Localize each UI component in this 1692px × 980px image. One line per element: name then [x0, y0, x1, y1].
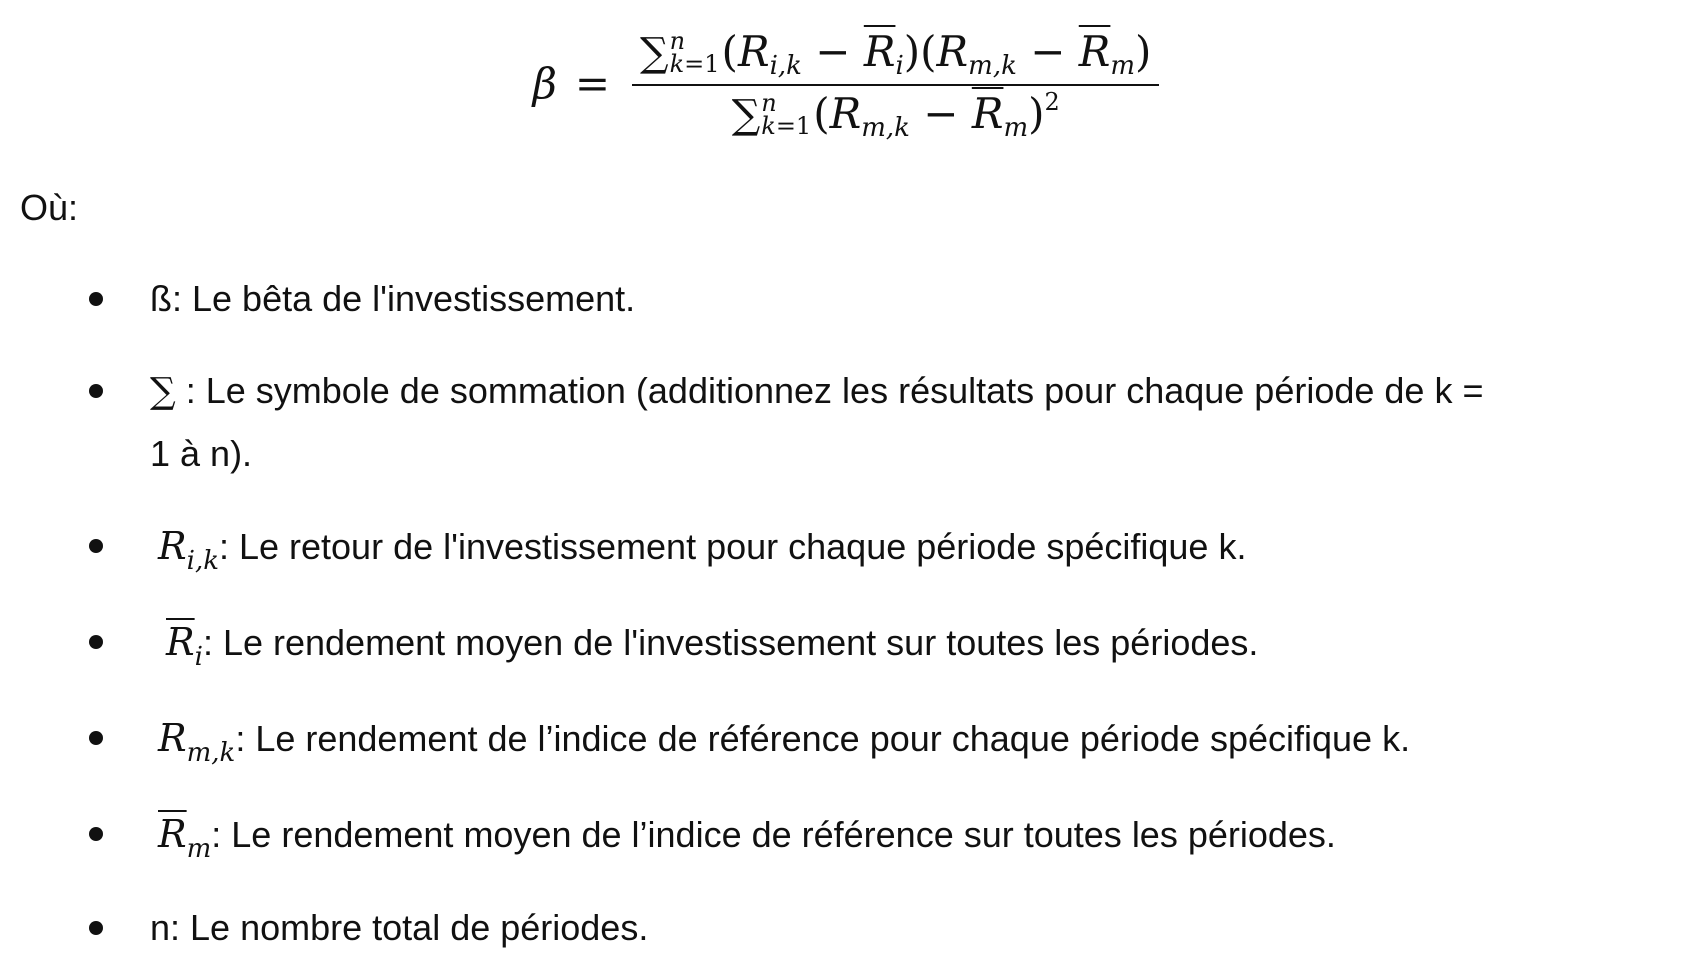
denominator-lower-limit [761, 111, 812, 140]
denominator-sum-symbol: ∑ [731, 91, 761, 138]
item-symbol: n [150, 907, 171, 948]
item-symbol [158, 812, 212, 864]
fraction-bar [632, 84, 1159, 86]
num-r-i-k: R [737, 27, 770, 76]
den-rbar-m-sub: m [1003, 112, 1029, 143]
equals-sign: = [574, 59, 611, 109]
bullet-dot [89, 827, 103, 841]
item-description: : Le nombre total de périodes. [170, 907, 649, 948]
item-symbol-sub: m [186, 834, 212, 864]
item-symbol-letter: R [158, 716, 187, 760]
num-f1-minus: − [801, 27, 864, 76]
item-text [150, 268, 1685, 330]
item-symbol: ∑ [150, 371, 176, 412]
bullet-dot [89, 292, 103, 306]
item-symbol-letter: $\overline{R}$ [158, 812, 187, 856]
num-rbar-m-sub: m [1110, 51, 1136, 81]
item-symbol [158, 716, 236, 768]
num-rbar-i-sub: i [895, 51, 904, 81]
numerator-lower-eq: =1 [684, 50, 720, 78]
numerator-sum-limits [669, 27, 720, 78]
den-r-m-k: R [829, 88, 862, 138]
item-description: : Le rendement moyen de l’indice de référence sur toutes les périodes. [211, 814, 1336, 855]
den-minus: − [909, 88, 972, 138]
denominator-sum-limits [761, 89, 812, 140]
item-text [150, 897, 1685, 959]
beta-formula [0, 27, 1692, 143]
num-f2-close: ) [1135, 27, 1152, 76]
item-text [158, 803, 1692, 866]
bullet-dot [89, 384, 103, 398]
item-symbol-sub: i [194, 642, 203, 672]
item-description-line-1: : Le symbole de sommation (additionnez les résultats pour chaque période de k = [175, 370, 1484, 411]
bullet-dot [89, 635, 103, 649]
item-symbol [158, 524, 219, 576]
formula-denominator [724, 87, 1068, 143]
den-power: 2 [1044, 87, 1060, 116]
num-rbar-i: $\overline{R}$ [863, 27, 896, 76]
denominator-upper-limit: n [761, 89, 777, 117]
item-symbol-sub: m,k [186, 738, 236, 768]
den-rbar-m: $\overline{R}$ [971, 88, 1004, 138]
den-open: ( [813, 88, 830, 138]
numerator-lower-limit [669, 50, 720, 78]
item-symbol-letter: $\overline{R}$ [166, 620, 195, 664]
bullet-dot [89, 731, 103, 745]
formula-lhs [533, 59, 610, 108]
num-f1-close: ) [903, 27, 921, 76]
num-r-m-k-sub: m,k [968, 51, 1017, 81]
num-f2-minus: − [1016, 27, 1079, 76]
den-close: ) [1028, 88, 1045, 138]
item-symbol-letter: R [158, 524, 187, 568]
bullet-dot [89, 921, 103, 935]
numerator-lower-var: k [669, 50, 685, 78]
item-text [150, 360, 1685, 485]
item-line-1 [150, 360, 1685, 423]
beta-symbol: β [532, 59, 557, 109]
num-f2-open: ( [920, 27, 937, 76]
item-symbol: ß [150, 278, 172, 319]
item-line-2: 1 à n). [150, 433, 253, 474]
item-description: : Le rendement moyen de l'investissement sur toutes les périodes. [202, 622, 1259, 663]
formula-numerator [632, 27, 1159, 81]
denominator-lower-eq: =1 [775, 111, 812, 140]
item-text [158, 707, 1692, 770]
num-rbar-m: $\overline{R}$ [1078, 27, 1111, 76]
item-symbol-sub: i,k [186, 546, 219, 576]
item-symbol [166, 620, 203, 672]
numerator-upper-limit: n [669, 27, 686, 56]
bullet-dot [89, 539, 103, 553]
formula-fraction [632, 27, 1159, 143]
num-f1-open: ( [721, 27, 738, 76]
intro-label: Où: [20, 187, 79, 228]
den-r-m-k-sub: m,k [861, 112, 910, 143]
item-text [158, 515, 1692, 578]
item-description: : Le retour de l'investissement pour chaque période spécifique k. [218, 526, 1247, 567]
denominator-lower-var: k [761, 111, 776, 140]
numerator-sum-symbol: ∑ [640, 30, 669, 76]
item-text [166, 611, 1692, 674]
num-r-m-k: R [936, 27, 969, 76]
num-r-i-k-sub: i,k [769, 51, 802, 81]
item-description: : Le rendement de l’indice de référence pour chaque période spécifique k. [235, 718, 1411, 759]
item-description: : Le bêta de l'investissement. [172, 278, 636, 319]
